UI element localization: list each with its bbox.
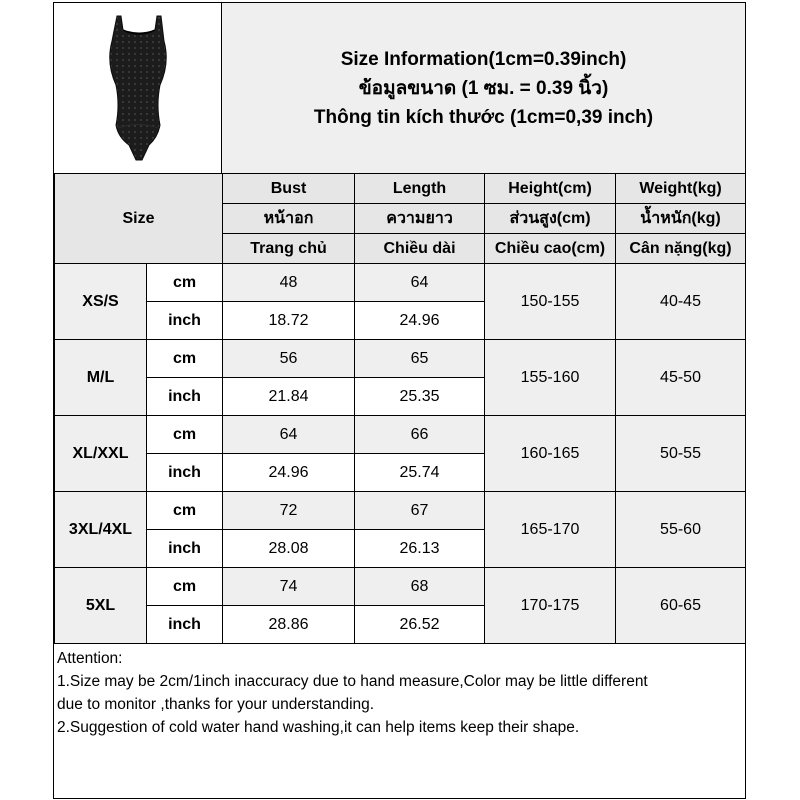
bust-inch: 18.72 xyxy=(223,302,355,340)
size-name: M/L xyxy=(55,340,147,416)
unit-cm: cm xyxy=(147,416,223,454)
length-cm: 66 xyxy=(355,416,485,454)
col-length-en: Length xyxy=(355,174,485,204)
unit-cm: cm xyxy=(147,492,223,530)
bodysuit-image xyxy=(54,3,222,173)
bust-inch: 28.08 xyxy=(223,530,355,568)
col-height-en: Height(cm) xyxy=(485,174,616,204)
weight-range: 50-55 xyxy=(616,416,746,492)
notes-line-3: 2.Suggestion of cold water hand washing,it can help items keep their shape. xyxy=(57,719,580,736)
info-line-th: ข้อมูลขนาด (1 ซม. = 0.39 นิ้ว) xyxy=(358,77,609,99)
size-name: XS/S xyxy=(55,264,147,340)
size-name: XL/XXL xyxy=(55,416,147,492)
notes-line-1: 1.Size may be 2cm/1inch inaccuracy due to hand measure,Color may be little different xyxy=(57,673,648,690)
size-header: Size xyxy=(55,174,223,264)
weight-range: 60-65 xyxy=(616,568,746,644)
unit-inch: inch xyxy=(147,530,223,568)
col-weight-th: น้ำหนัก(kg) xyxy=(616,204,746,234)
info-line-vi: Thông tin kích thước (1cm=0,39 inch) xyxy=(313,106,654,128)
unit-inch: inch xyxy=(147,302,223,340)
col-bust-vi: Trang chủ xyxy=(223,234,355,264)
col-length-vi: Chiều dài xyxy=(355,234,485,264)
bust-inch: 21.84 xyxy=(223,378,355,416)
bust-cm: 48 xyxy=(223,264,355,302)
unit-cm: cm xyxy=(147,568,223,606)
height-range: 160-165 xyxy=(485,416,616,492)
unit-cm: cm xyxy=(147,264,223,302)
header xyxy=(54,3,745,174)
height-range: 150-155 xyxy=(485,264,616,340)
unit-cm: cm xyxy=(147,340,223,378)
table-row xyxy=(55,340,746,378)
attention-notes xyxy=(57,647,743,739)
table-row xyxy=(55,416,746,454)
notes-line-2: due to monitor ,thanks for your understanding. xyxy=(57,696,375,713)
length-inch: 24.96 xyxy=(355,302,485,340)
length-inch: 25.74 xyxy=(355,454,485,492)
col-bust-th: หน้าอก xyxy=(223,204,355,234)
info-line-en: Size Information(1cm=0.39inch) xyxy=(340,48,627,70)
height-range: 165-170 xyxy=(485,492,616,568)
table-row xyxy=(55,492,746,530)
col-height-vi: Chiều cao(cm) xyxy=(485,234,616,264)
length-inch: 26.52 xyxy=(355,606,485,644)
bust-cm: 72 xyxy=(223,492,355,530)
col-weight-en: Weight(kg) xyxy=(616,174,746,204)
size-table xyxy=(54,173,746,644)
bust-cm: 64 xyxy=(223,416,355,454)
length-inch: 26.13 xyxy=(355,530,485,568)
size-name: 3XL/4XL xyxy=(55,492,147,568)
length-cm: 64 xyxy=(355,264,485,302)
table-row xyxy=(55,264,746,302)
bust-cm: 74 xyxy=(223,568,355,606)
size-name: 5XL xyxy=(55,568,147,644)
height-range: 170-175 xyxy=(485,568,616,644)
product-photo xyxy=(54,3,222,173)
unit-inch: inch xyxy=(147,378,223,416)
unit-inch: inch xyxy=(147,606,223,644)
bust-inch: 24.96 xyxy=(223,454,355,492)
weight-range: 40-45 xyxy=(616,264,746,340)
col-height-th: ส่วนสูง(cm) xyxy=(485,204,616,234)
unit-inch: inch xyxy=(147,454,223,492)
weight-range: 55-60 xyxy=(616,492,746,568)
weight-range: 45-50 xyxy=(616,340,746,416)
size-information xyxy=(222,3,745,173)
bust-inch: 28.86 xyxy=(223,606,355,644)
height-range: 155-160 xyxy=(485,340,616,416)
col-weight-vi: Cân nặng(kg) xyxy=(616,234,746,264)
length-inch: 25.35 xyxy=(355,378,485,416)
col-length-th: ความยาว xyxy=(355,204,485,234)
size-chart xyxy=(53,2,746,799)
table-row xyxy=(55,568,746,606)
length-cm: 68 xyxy=(355,568,485,606)
col-bust-en: Bust xyxy=(223,174,355,204)
length-cm: 67 xyxy=(355,492,485,530)
bust-cm: 56 xyxy=(223,340,355,378)
notes-title: Attention: xyxy=(57,650,123,667)
length-cm: 65 xyxy=(355,340,485,378)
